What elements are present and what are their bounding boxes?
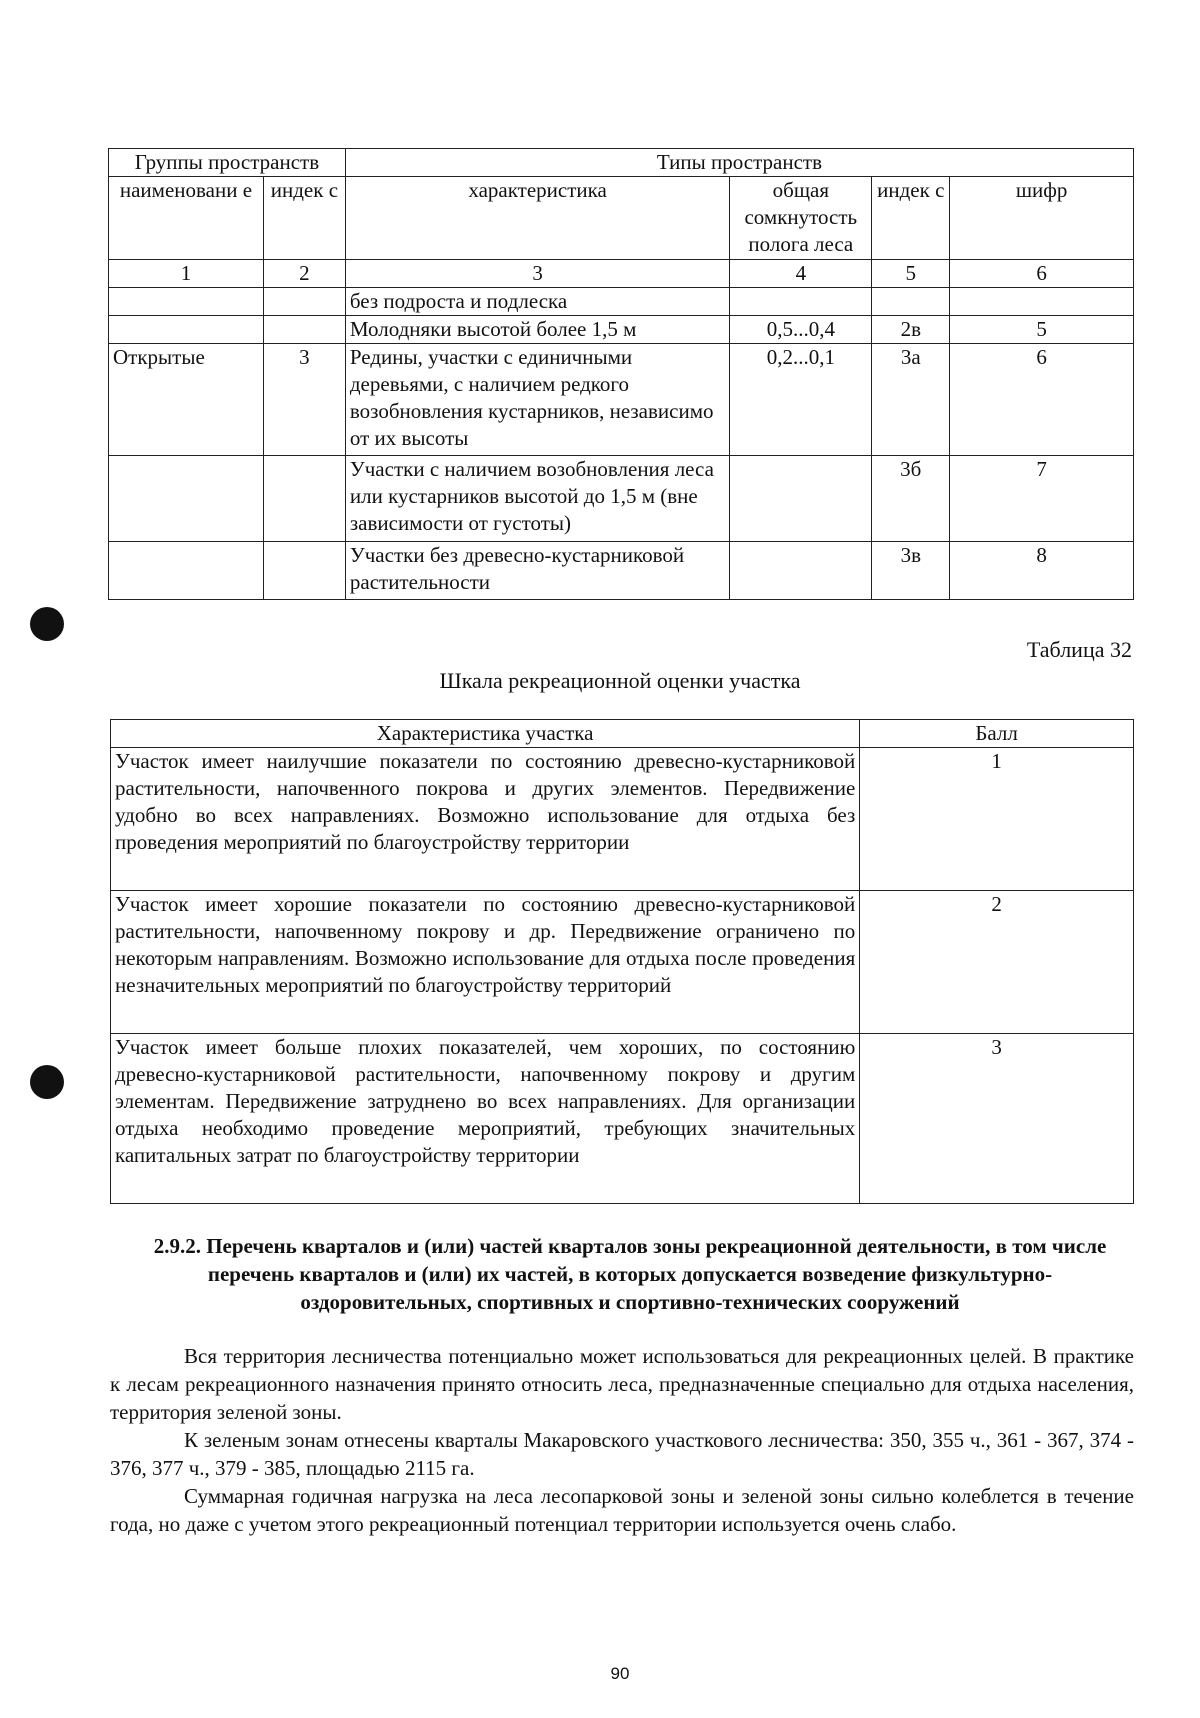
cell-group-index bbox=[263, 316, 345, 344]
cell-group: Открытые bbox=[109, 344, 264, 456]
section-heading: 2.9.2. Перечень кварталов и (или) частей кварталов зоны рекреационной деятельности, в том числе перечень кварталов и (или) их частей, в которых допускается возведение физкультурно-оздоровительных, спортивных и спортивно-технических сооружений bbox=[153, 1234, 1107, 1314]
cell-code: 7 bbox=[950, 456, 1134, 542]
table-row bbox=[111, 748, 1134, 891]
cell-characteristic: Участки с наличием возобновления леса или кустарников высотой до 1,5 м (вне зависимости от густоты) bbox=[345, 456, 729, 542]
cell-characteristic: Редины, участки с единичными деревьями, с наличием редкого возобновления кустарников, независимо от их высоты bbox=[345, 344, 729, 456]
cell-closure bbox=[730, 288, 872, 316]
table-row bbox=[111, 891, 1134, 1034]
table-row bbox=[109, 456, 1134, 542]
cell-code: 6 bbox=[950, 344, 1134, 456]
cell-score: 1 bbox=[860, 748, 1134, 891]
column-number: 6 bbox=[950, 260, 1134, 288]
spaces-types-table bbox=[108, 148, 1134, 600]
paragraph: К зеленым зонам отнесены кварталы Макаровского участкового лесничества: 350, 355 ч., 361 - 367, 374 - 376, 377 ч., 379 - 385, площадью 2115 га. bbox=[110, 1428, 1134, 1480]
header-score: Балл bbox=[860, 720, 1134, 748]
cell-code bbox=[950, 288, 1134, 316]
table-label: Таблица 32 bbox=[1026, 637, 1132, 662]
table-row bbox=[109, 542, 1134, 600]
header-types: Типы пространств bbox=[345, 149, 1133, 177]
cell-closure: 0,2...0,1 bbox=[730, 344, 872, 456]
cell-characteristic: Участки без древесно-кустарниковой растительности bbox=[345, 542, 729, 600]
cell-characteristic: Молодняки высотой более 1,5 м bbox=[345, 316, 729, 344]
cell-characteristic: Участок имеет больше плохих показателей, чем хороших, по состоянию древесно-кустарниковой растительности, напочвенному покрову и другим элементам. Передвижение затруднено во всех направлениях. Для организации отдыха необходимо проведение мероприятий, требующих значительных капитальных затрат по благоустройству территории bbox=[111, 1034, 860, 1204]
cell-index: 3б bbox=[872, 456, 950, 542]
header-name: наименовани е bbox=[109, 177, 264, 260]
cell-group bbox=[109, 456, 264, 542]
cell-closure: 0,5...0,4 bbox=[730, 316, 872, 344]
column-number: 4 bbox=[730, 260, 872, 288]
cell-group-index bbox=[263, 288, 345, 316]
cell-group-index: 3 bbox=[263, 344, 345, 456]
table-row bbox=[109, 288, 1134, 316]
page-number: 90 bbox=[610, 1664, 630, 1683]
cell-characteristic: Участок имеет наилучшие показатели по состоянию древесно-кустарниковой растительности, напочвенного покрова и других элементов. Передвижение удобно во всех направлениях. Возможно использование для отдыха без проведения мероприятий по благоустройству территории bbox=[111, 748, 860, 891]
cell-index: 3в bbox=[872, 542, 950, 600]
cell-index bbox=[872, 288, 950, 316]
cell-group bbox=[109, 316, 264, 344]
cell-closure bbox=[730, 542, 872, 600]
table-row bbox=[111, 1034, 1134, 1204]
cell-closure bbox=[730, 456, 872, 542]
header-characteristic: Характеристика участка bbox=[111, 720, 860, 748]
header-code: шифр bbox=[950, 177, 1134, 260]
paragraph: Вся территория лесничества потенциально может использоваться для рекреационных целей. В практике к лесам рекреационного назначения принято относить леса, предназначенные специально для отдыха населения, территория зеленой зоны. bbox=[110, 1344, 1134, 1424]
punch-hole-mark bbox=[30, 607, 64, 641]
paragraph: Суммарная годичная нагрузка на леса лесопарковой зоны и зеленой зоны сильно колеблется в течение года, но даже с учетом этого рекреационный потенциал территории используется очень слабо. bbox=[110, 1484, 1134, 1536]
punch-hole-mark bbox=[30, 1065, 64, 1099]
header-index: индек с bbox=[263, 177, 345, 260]
header-characteristic: характеристика bbox=[345, 177, 729, 260]
cell-group-index bbox=[263, 456, 345, 542]
table-title: Шкала рекреационной оценки участка bbox=[439, 668, 801, 693]
cell-code: 8 bbox=[950, 542, 1134, 600]
cell-characteristic: без подроста и подлеска bbox=[345, 288, 729, 316]
cell-characteristic: Участок имеет хорошие показатели по состоянию древесно-кустарниковой растительности, напочвенному покрову и др. Передвижение ограничено по некоторым направлениям. Возможно использование для отдыха после проведения незначительных мероприятий по благоустройству территорий bbox=[111, 891, 860, 1034]
cell-group-index bbox=[263, 542, 345, 600]
table-row bbox=[109, 316, 1134, 344]
header-groups: Группы пространств bbox=[109, 149, 346, 177]
recreation-scale-table bbox=[110, 719, 1134, 1204]
column-number: 5 bbox=[872, 260, 950, 288]
column-number: 2 bbox=[263, 260, 345, 288]
header-index2: индек с bbox=[872, 177, 950, 260]
cell-group bbox=[109, 542, 264, 600]
column-number: 1 bbox=[109, 260, 264, 288]
cell-code: 5 bbox=[950, 316, 1134, 344]
table-row bbox=[109, 344, 1134, 456]
cell-group bbox=[109, 288, 264, 316]
column-number: 3 bbox=[345, 260, 729, 288]
cell-index: 3а bbox=[872, 344, 950, 456]
cell-index: 2в bbox=[872, 316, 950, 344]
header-closure: общая сомкнутость полога леса bbox=[730, 177, 872, 260]
cell-score: 2 bbox=[860, 891, 1134, 1034]
cell-score: 3 bbox=[860, 1034, 1134, 1204]
